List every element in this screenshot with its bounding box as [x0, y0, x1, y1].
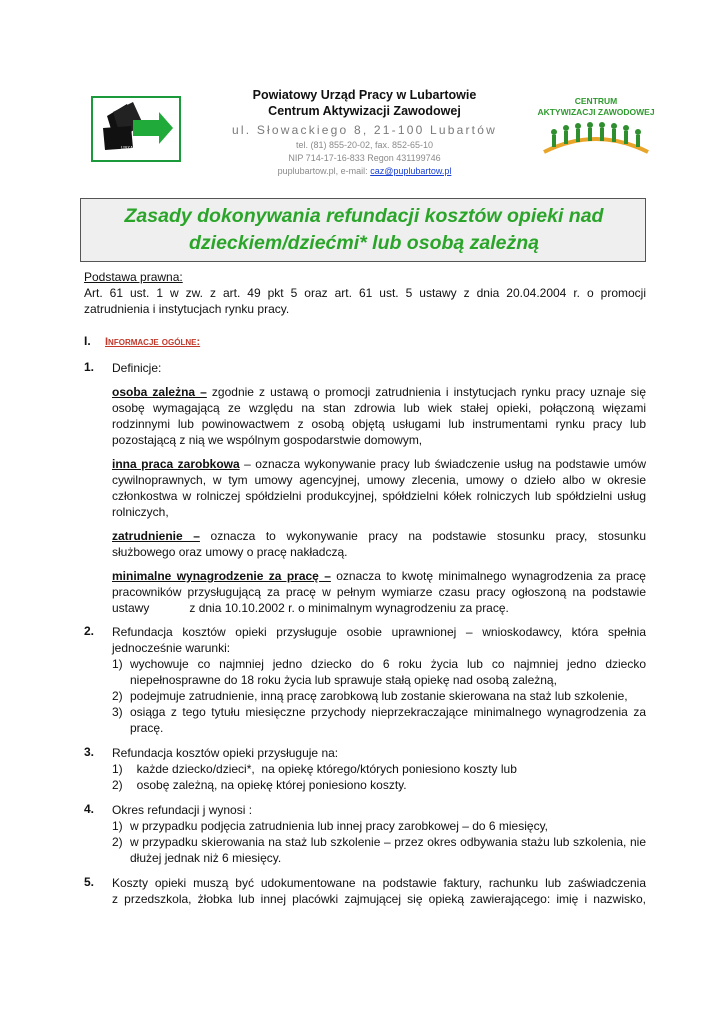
item1-label: Definicje: [112, 361, 162, 375]
def1-line2: osobę wymagającą ze względu na stan zdrowia lub wiek stałej opieki, połączoną więzami [112, 401, 646, 415]
item4-sub1-number: 1) [112, 819, 123, 833]
def4-text: oznacza to kwotę minimalnego wynagrodzenia za pracę [330, 569, 646, 583]
item2-line1: Refundacja kosztów opieki przysługuje osobie uprawnionej – wnioskodawcy, która spełnia [112, 625, 646, 639]
people-figures-graphic [540, 120, 652, 154]
item2-sub3-line1: osiąga z tego tytułu miesięczne przychody nieprzekraczające minimalnego wynagrodzenia za [130, 705, 646, 719]
document-title-line2: dzieckiem/dziećmi* lub osobą zależną [188, 232, 540, 254]
legal-basis-line1: Art. 61 ust. 1 w zw. z art. 49 pkt 5 oraz art. 61 ust. 5 ustawy z dnia 20.04.2004 r. o promocji [84, 286, 646, 300]
org-name: Powiatowy Urząd Pracy w Lubartowie [252, 88, 477, 102]
def4-line2: pracowników przysługującą za pracę w pełnym wymiarze czasu pracy ogłoszoną na podstawie [112, 585, 646, 599]
item5-line1: Koszty opieki muszą być udokumentowane na podstawie faktury, rachunku lub zaświadczenia [112, 876, 646, 890]
section-heading: Informacje ogólne: [105, 336, 201, 348]
item4-sub2-line1: w przypadku skierowania na staż lub szkolenie – przez okres odbywania stażu lub szkolenia, nie [130, 835, 646, 849]
item5-line2: z przedszkola, żłobka lub innej placówki zajmującej się opieką zawierającego: imię i nazwisko, [112, 892, 646, 906]
def2-term: inna praca zarobkowa [112, 457, 240, 471]
phone-fax: tel. (81) 855-20-02, fax. 852-65-10 [295, 140, 434, 150]
urzad-pracy-logo [91, 96, 181, 162]
def1-line1 [112, 384, 646, 400]
item2-sub1-line1: wychowuje co najmniej jedno dziecko do 6 roku życia lub co najmniej jedno dziecko [130, 657, 646, 671]
caz-logo-line1: CENTRUM [574, 96, 618, 106]
legal-basis-heading: Podstawa prawna: [84, 270, 183, 284]
def4-line1 [112, 568, 646, 584]
web-email [192, 166, 537, 176]
def3-text: oznacza to wykonywanie pracy na podstawie stosunku pracy, stosunku [199, 529, 646, 543]
def3-term: zatrudnienie – [112, 529, 200, 543]
nip-regon: NIP 714-17-16-833 Regon 431199746 [288, 153, 441, 163]
def2-line4: rolniczych, [112, 505, 169, 519]
section-number: I. [84, 334, 91, 348]
website: puplubartow.pl, e-mail: [277, 166, 371, 176]
def1-line3: rodzinnymi lub powinowactwem z osobą objętą usługami lub instrumentami rynku pracy lub [112, 417, 646, 431]
logo-left-label: URZĄD PRACY [121, 145, 153, 150]
item5-number: 5. [84, 875, 95, 889]
item4-line1: Okres refundacji j wynosi : [112, 803, 253, 817]
def4-term: minimalne wynagrodzenie za pracę – [112, 569, 331, 583]
caz-logo [536, 96, 656, 160]
item2-line2: jednocześnie warunki: [112, 641, 231, 655]
document-title-box [80, 198, 646, 262]
item4-number: 4. [84, 802, 95, 816]
document-title-line1: Zasady dokonywania refundacji kosztów opieki nad [124, 205, 604, 227]
email-link[interactable]: caz@puplubartow.pl [370, 166, 452, 176]
item1-number: 1. [84, 360, 95, 374]
center-name: Centrum Aktywizacji Zawodowej [268, 104, 461, 118]
address: ul. Słowackiego 8, 21-100 Lubartów [232, 123, 497, 137]
def4-line3: ustawy z dnia 10.10.2002 r. o minimalnym wynagrodzeniu za pracę. [112, 601, 509, 615]
def2-line3: członkostwa w rolniczej spółdzielni produkcyjnej, spółdzielni kółek rolniczych lub spółdzielni usług [112, 489, 646, 503]
item2-sub3-line2: pracę. [130, 721, 164, 735]
def3-line1 [112, 528, 646, 544]
def1-line4: pozostającą z nią we wspólnym gospodarstwie domowym, [112, 433, 423, 447]
item3-line1: Refundacja kosztów opieki przysługuje na: [112, 746, 339, 760]
logo-arrow-graphic [93, 98, 179, 160]
def2-line1 [112, 456, 646, 472]
item4-sub1-line1: w przypadku podjęcia zatrudnienia lub innej pracy zarobkowej – do 6 miesięcy, [130, 819, 549, 833]
item2-sub3-number: 3) [112, 705, 123, 719]
item2-number: 2. [84, 624, 95, 638]
legal-basis-line2: zatrudnienia i instytucjach rynku pracy. [84, 302, 290, 316]
item3-sub1-line1: każde dziecko/dzieci*, na opiekę którego/których poniesiono koszty lub [130, 762, 517, 776]
def1-term: osoba zależna – [112, 385, 207, 399]
item3-number: 3. [84, 745, 95, 759]
item4-sub2-number: 2) [112, 835, 123, 849]
def1-text: zgodnie z ustawą o promocji zatrudnienia i instytucjach rynku pracy uznaje się [206, 385, 646, 399]
def2-line2: cywilnoprawnych, w tym umowy agencyjnej, umowy zlecenia, umowy o dzieło albo w okresie [112, 473, 646, 487]
item2-sub1-number: 1) [112, 657, 123, 671]
def2-text: – oznacza wykonywanie pracy lub świadczenie usług na podstawie umów [239, 457, 646, 471]
item3-sub2-line1: osobę zależną, na opiekę której poniesiono koszty. [130, 778, 407, 792]
def3-line2: służbowego oraz umowy o pracę nakładczą. [112, 545, 348, 559]
item4-sub2-line2: dłużej jednak niż 6 miesięcy. [130, 851, 282, 865]
caz-logo-line2: AKTYWIZACJI ZAWODOWEJ [537, 107, 655, 117]
item3-sub1-number: 1) [112, 762, 123, 776]
item2-sub2-line1: podejmuje zatrudnienie, inną pracę zarobkową lub zostanie skierowana na staż lub szkolenie, [130, 689, 628, 703]
item2-sub2-number: 2) [112, 689, 123, 703]
item2-sub1-line2: niepełnosprawne do 18 roku życia lub sprawuje stałą opiekę nad osobą zależną, [130, 673, 557, 687]
item3-sub2-number: 2) [112, 778, 123, 792]
